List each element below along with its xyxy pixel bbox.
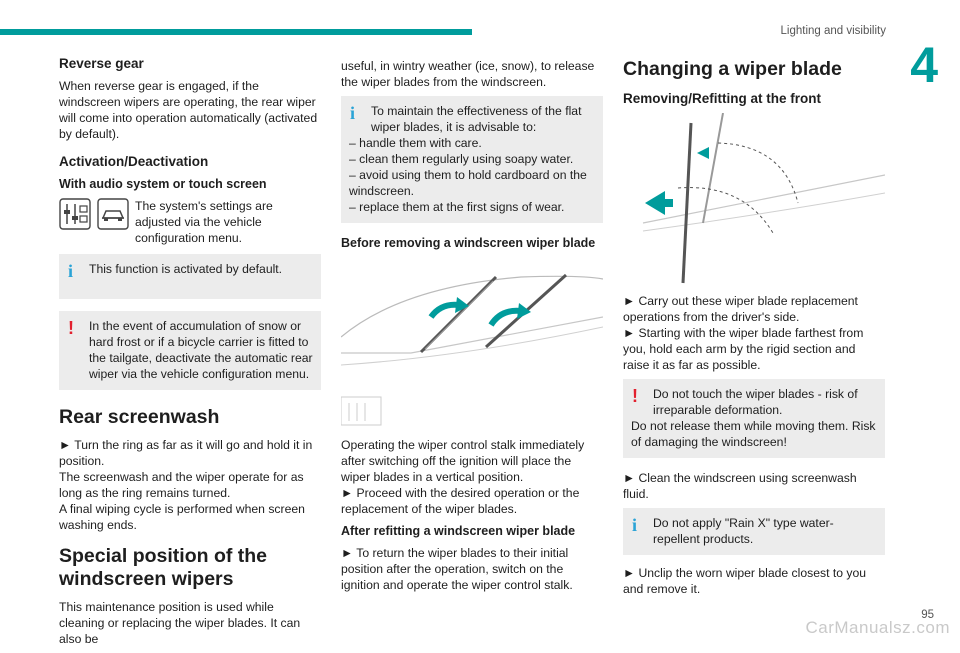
step-raise-arm: ► Starting with the wiper blade farthest from you, hold each arm by the rigid section and raise it as far as possible. bbox=[623, 326, 864, 372]
operating-text: Operating the wiper control stalk immediately after switching off the ignition will place the wiper blades in a vertical position. bbox=[341, 438, 585, 484]
info-icon: i bbox=[68, 261, 74, 281]
windscreen-wipers-illustration bbox=[341, 257, 603, 429]
warning-note-text-2: Do not release them while moving them. Risk of damaging the windscreen! bbox=[631, 419, 876, 449]
chapter-number: 4 bbox=[910, 37, 938, 93]
special-position-text: This maintenance position is used while cleaning or replacing the wiper blades. It can also be bbox=[59, 600, 301, 646]
page-number: 95 bbox=[921, 609, 934, 621]
settings-sliders-icon bbox=[59, 198, 91, 230]
step-clean: ► Clean the windscreen using screenwash fluid. bbox=[623, 471, 857, 501]
info-note-text: Do not apply "Rain X" type water-repellent products. bbox=[653, 516, 834, 546]
proceed-text: ► Proceed with the desired operation or the replacement of the wiper blades. bbox=[341, 486, 580, 516]
step-unclip: ► Unclip the worn wiper blade closest to you and remove it. bbox=[623, 566, 867, 596]
info-list-item: – handle them with care. bbox=[349, 136, 482, 150]
warning-icon: ! bbox=[632, 386, 638, 406]
info-list-item: – replace them at the first signs of wear. bbox=[349, 200, 565, 214]
column-1 bbox=[59, 56, 321, 653]
screenwash-text: The screenwash and the wiper operate for as long as the ring remains turned. bbox=[59, 470, 304, 500]
watermark: CarManualsz.com bbox=[805, 618, 950, 637]
info-note-blades bbox=[341, 96, 603, 223]
heading-audio-system: With audio system or touch screen bbox=[59, 177, 267, 191]
heading-front: Removing/Refitting at the front bbox=[623, 91, 821, 106]
warning-note-text: Do not touch the wiper blades - risk of irreparable deformation. bbox=[653, 387, 858, 417]
heading-activation: Activation/Deactivation bbox=[59, 154, 209, 169]
info-icon: i bbox=[632, 515, 638, 535]
heading-reverse-gear: Reverse gear bbox=[59, 56, 144, 71]
screenwash-step: ► Turn the ring as far as it will go and hold it in position. bbox=[59, 438, 313, 468]
header-accent-bar bbox=[0, 29, 472, 35]
reverse-gear-text: When reverse gear is engaged, if the windscreen wipers are operating, the rear wiper will come into operation automatically (activated by default). bbox=[59, 79, 318, 141]
after-refitting-text: ► To return the wiper blades to their initial position after the operation, switch on the ignition and operate the wiper control stalk. bbox=[341, 546, 573, 592]
section-title: Lighting and visibility bbox=[780, 25, 886, 37]
info-note-rainx bbox=[623, 508, 885, 555]
warning-note-blades bbox=[623, 379, 885, 458]
wiper-removal-illustration bbox=[623, 113, 885, 285]
settings-row bbox=[59, 198, 321, 246]
heading-changing-blade: Changing a wiper blade bbox=[623, 58, 842, 80]
column-2 bbox=[341, 58, 603, 599]
special-position-cont: useful, in wintry weather (ice, snow), to release the wiper blades from the windscreen. bbox=[341, 59, 595, 89]
warning-note-text: In the event of accumulation of snow or hard frost or if a bicycle carrier is fitted to the tailgate, deactivate the automatic rear wiper via the vehicle configuration menu. bbox=[89, 319, 313, 381]
info-icon: i bbox=[350, 103, 356, 123]
info-note-head: To maintain the effectiveness of the flat wiper blades, it is advisable to: bbox=[371, 104, 582, 134]
info-note-default bbox=[59, 254, 321, 299]
warning-icon: ! bbox=[68, 318, 74, 338]
step-driver-side: ► Carry out these wiper blade replacement operations from the driver's side. bbox=[623, 294, 858, 324]
info-list-item: – avoid using them to hold cardboard on the windscreen. bbox=[349, 168, 587, 198]
warning-note-snow bbox=[59, 311, 321, 390]
heading-special-position: Special position of the windscreen wipers bbox=[59, 545, 268, 590]
info-note-text: This function is activated by default. bbox=[89, 262, 283, 276]
settings-text: The system's settings are adjusted via the vehicle configuration menu. bbox=[135, 199, 273, 245]
column-3 bbox=[623, 58, 885, 603]
screenwash-final: A final wiping cycle is performed when screen washing ends. bbox=[59, 502, 305, 532]
car-icon bbox=[97, 198, 129, 230]
info-list-item: – clean them regularly using soapy water. bbox=[349, 152, 574, 166]
heading-after-refitting: After refitting a windscreen wiper blade bbox=[341, 524, 576, 538]
heading-rear-screenwash: Rear screenwash bbox=[59, 406, 220, 428]
heading-before-removing: Before removing a windscreen wiper blade bbox=[341, 236, 596, 250]
